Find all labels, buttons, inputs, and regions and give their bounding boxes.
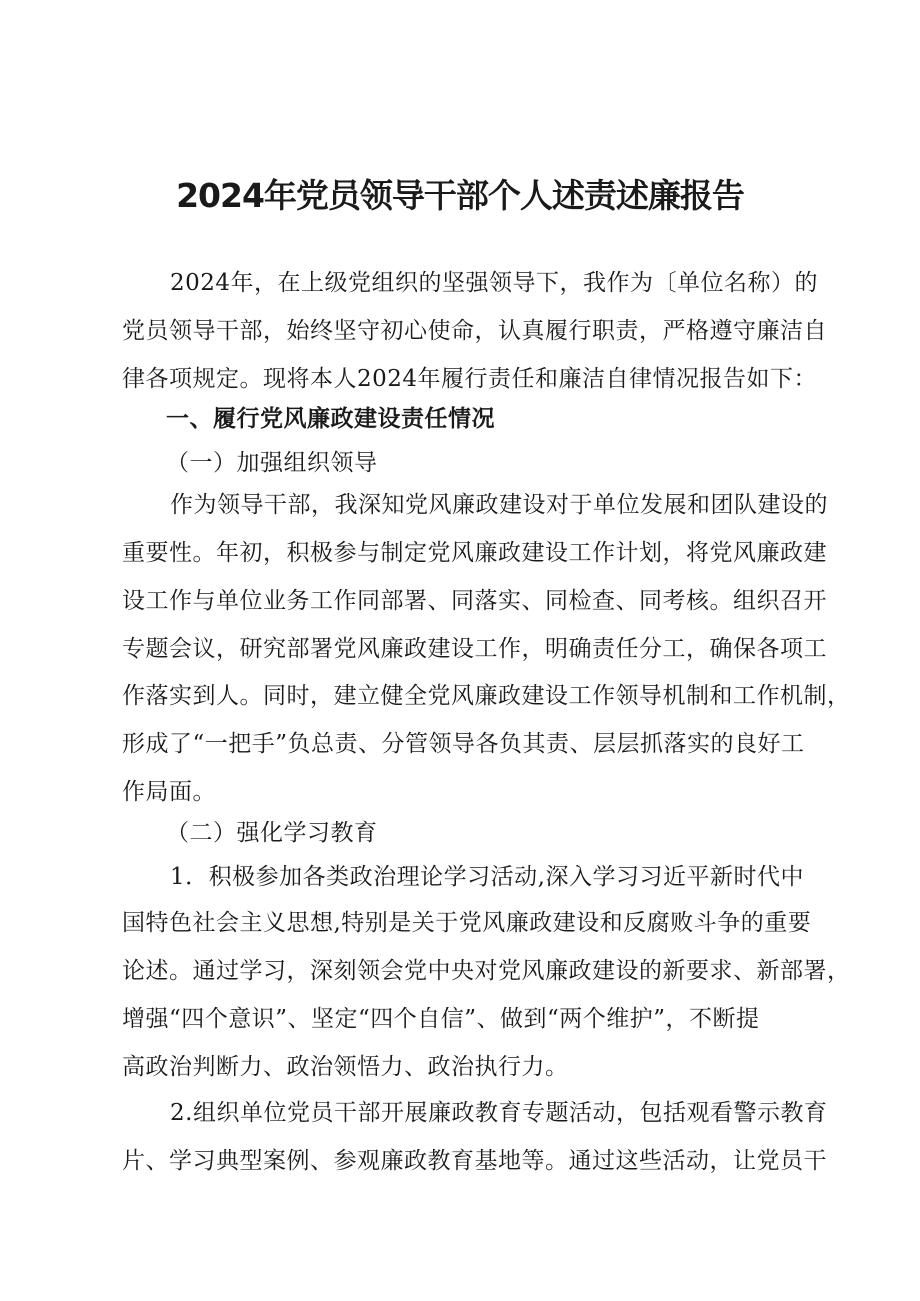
paragraph-line: 设工作与单位业务工作同部署、同落实、同检查、同考核。组织召开 <box>122 588 827 614</box>
paragraph-line: 作局面。 <box>122 779 216 805</box>
paragraph-line: 增强“四个意识”、坚定“四个自信”、做到“两个维护”，不断提 <box>122 1006 760 1032</box>
subsection-heading: （一）加强组织领导 <box>166 450 378 476</box>
intro-line: 党员领导干部，始终坚守初心使命，认真履行职责，严格遵守廉洁自 <box>122 318 827 344</box>
paragraph-line: 重要性。年初，积极参与制定党风廉政建设工作计划，将党风廉政建 <box>122 540 827 566</box>
subsection-heading: （二）强化学习教育 <box>166 820 378 846</box>
paragraph-line: 2.组织单位党员干部开展廉政教育专题活动，包括观看警示教育 <box>170 1100 828 1126</box>
paragraph-line: 1．积极参加各类政治理论学习活动,深入学习习近平新时代中 <box>170 864 804 890</box>
paragraph-line: 国特色社会主义思想,特别是关于党风廉政建设和反腐败斗争的重要 <box>122 910 812 936</box>
document-title: 2024年党员领导干部个人述责述廉报告 <box>176 176 744 215</box>
intro-line: 2024年，在上级党组织的坚强领导下，我作为〔单位名称）的 <box>170 270 819 296</box>
paragraph-line: 形成了“一把手”负总责、分管领导各负其责、层层抓落实的良好工 <box>122 731 805 757</box>
paragraph-line: 论述。通过学习，深刻领会党中央对党风廉政建设的新要求、新部署， <box>122 958 851 984</box>
paragraph-line: 作为领导干部，我深知党风廉政建设对于单位发展和团队建设的 <box>170 492 828 518</box>
paragraph-line: 高政治判断力、政治领悟力、政治执行力。 <box>122 1054 569 1080</box>
paragraph-line: 专题会议，研究部署党风廉政建设工作，明确责任分工，确保各项工 <box>122 636 827 662</box>
paragraph-line: 片、学习典型案例、参观廉政教育基地等。通过这些活动，让党员干 <box>122 1148 827 1174</box>
section-heading: 一、履行党风廉政建设责任情况 <box>166 405 495 432</box>
paragraph-line: 作落实到人。同时，建立健全党风廉政建设工作领导机制和工作机制， <box>122 683 851 709</box>
intro-line: 律各项规定。现将本人2024年履行责任和廉洁自律情况报告如下： <box>122 366 818 392</box>
